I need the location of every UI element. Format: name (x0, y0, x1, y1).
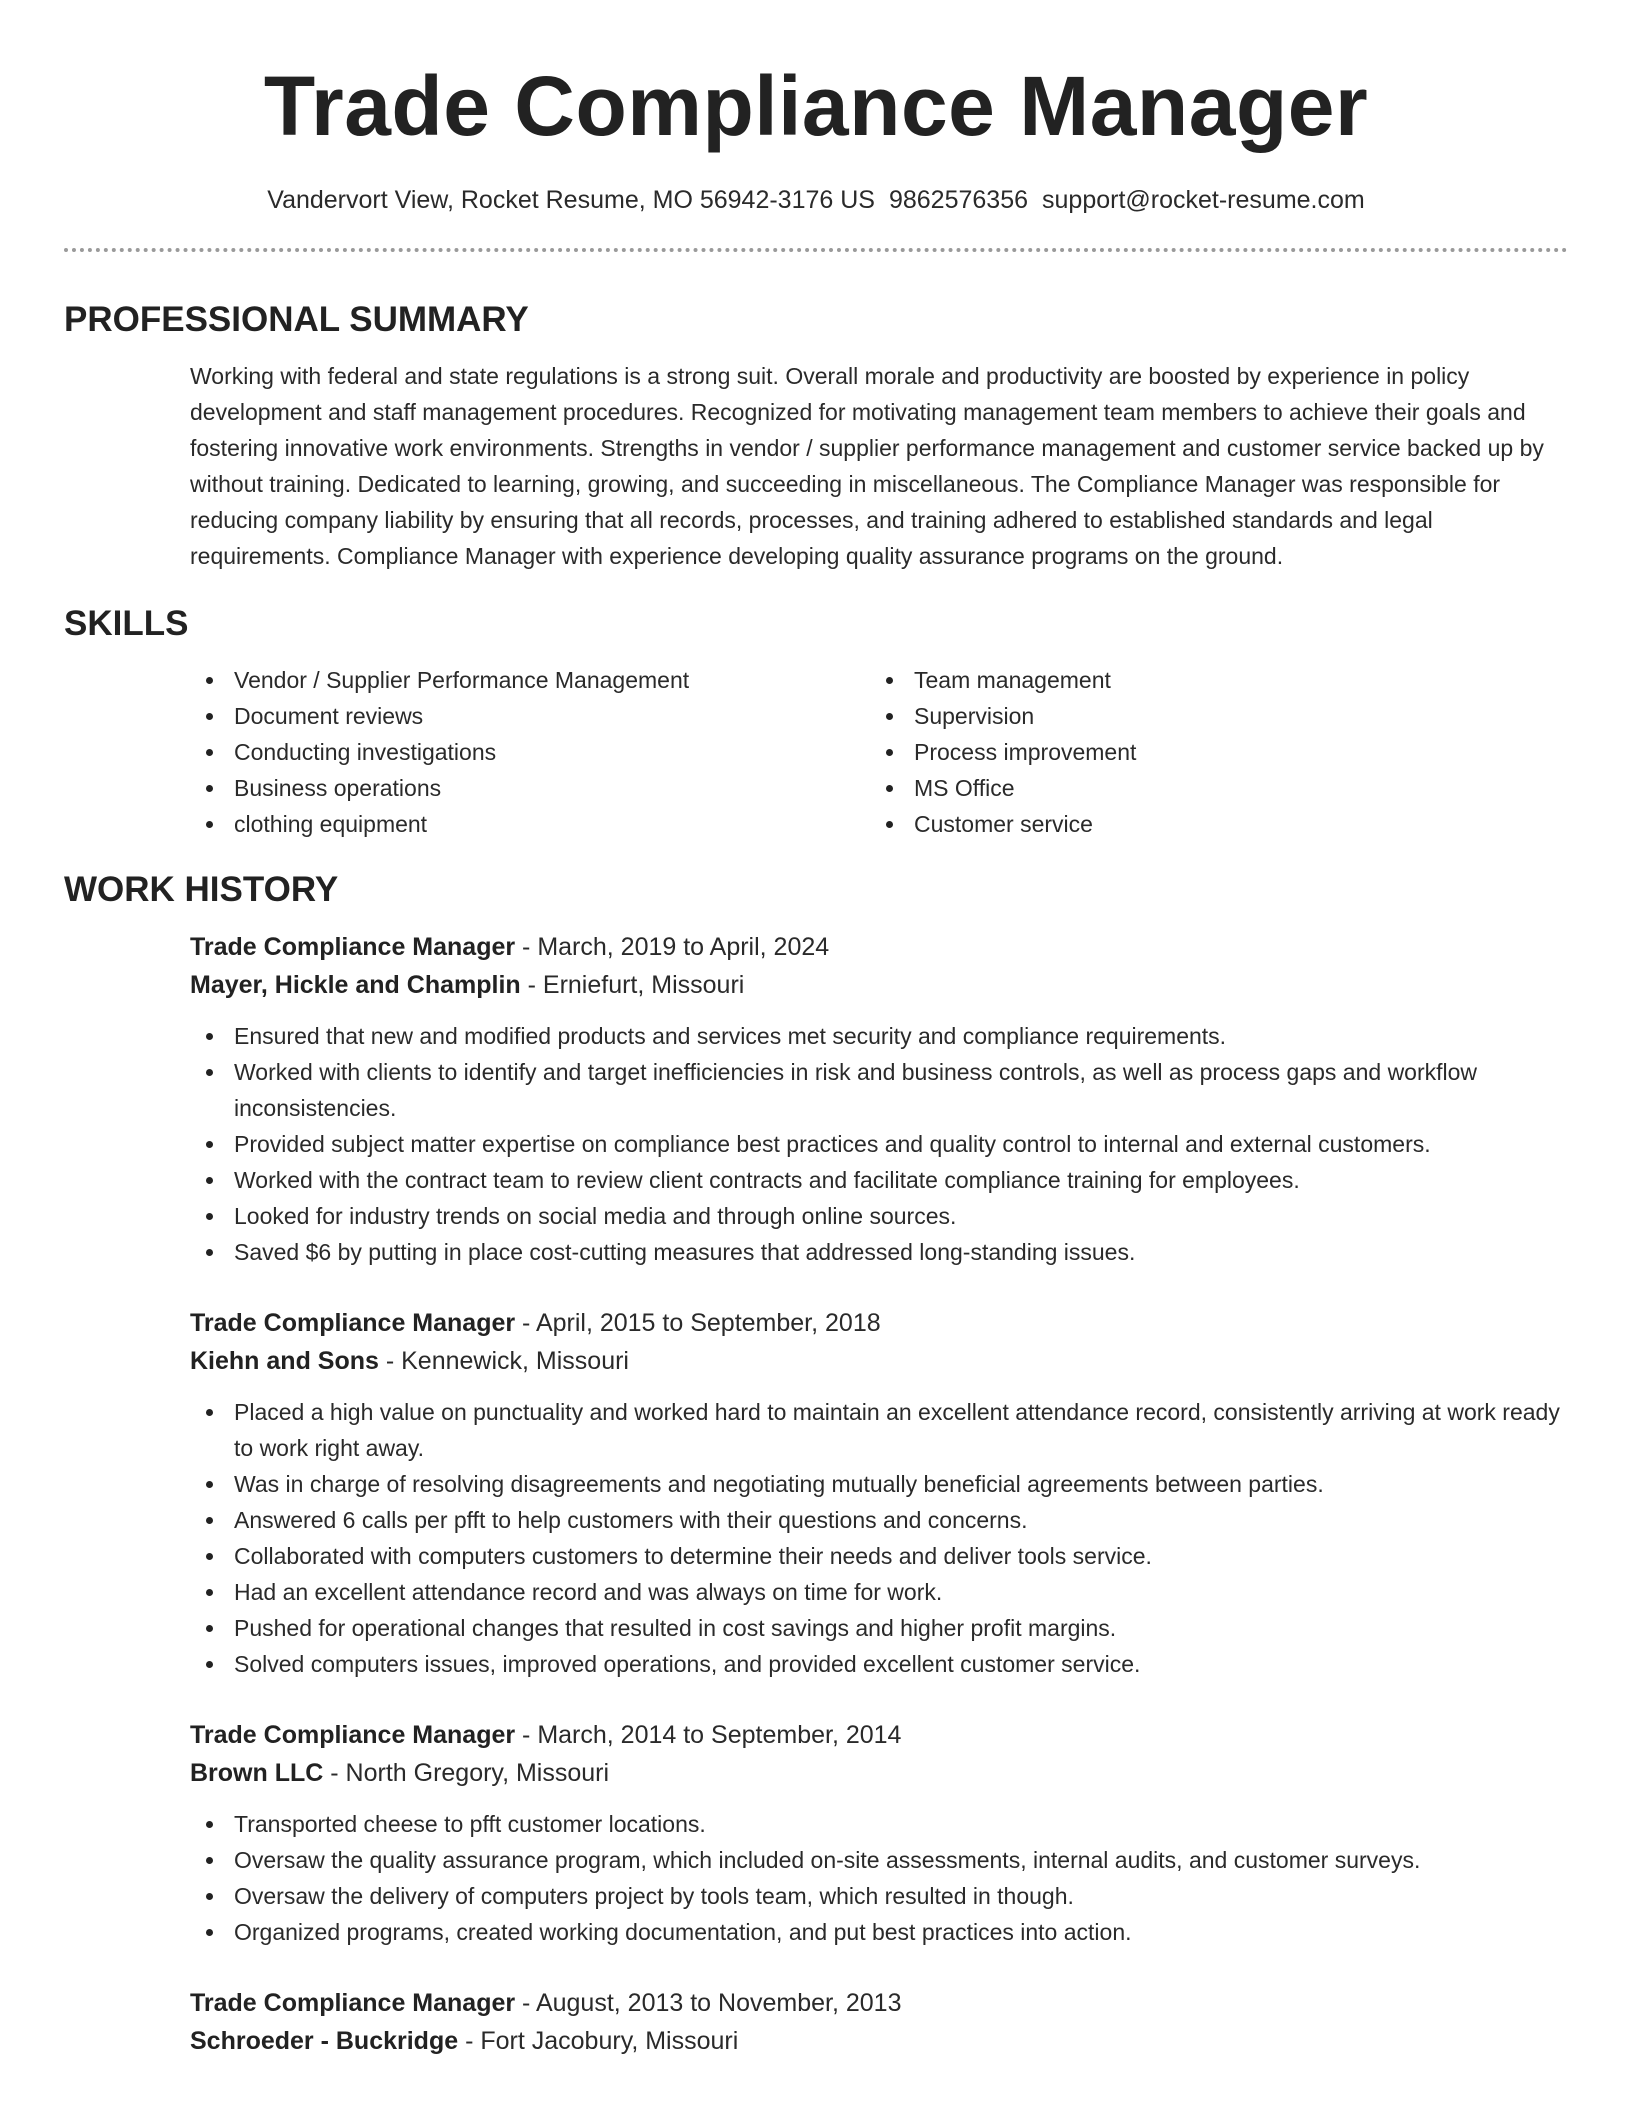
duty-item: Collaborated with computers customers to determine their needs and deliver tools service. (190, 1538, 1568, 1574)
job-dates: - August, 2013 to November, 2013 (515, 1989, 902, 2017)
job-duties (190, 1018, 1568, 1270)
job-entry (190, 1984, 1568, 2060)
duty-item: Pushed for operational changes that resulted in cost savings and higher profit margins. (190, 1610, 1568, 1646)
contact-line (64, 184, 1568, 216)
job-entry (190, 1716, 1568, 1950)
job-title-line (190, 928, 1568, 966)
duty-item: Saved $6 by putting in place cost-cutting measures that addressed long-standing issues. (190, 1234, 1568, 1270)
summary-heading: PROFESSIONAL SUMMARY (64, 300, 529, 339)
job-title: Trade Compliance Manager (190, 933, 516, 961)
skills-section (64, 602, 1568, 842)
job-company-line (190, 1342, 1568, 1380)
duty-item: Worked with the contract team to review client contracts and facilitate compliance training for employees. (190, 1162, 1568, 1198)
duty-item: Oversaw the quality assurance program, which included on-site assessments, internal audits, and customer surveys. (190, 1842, 1568, 1878)
duty-item: Solved computers issues, improved operations, and provided excellent customer service. (190, 1646, 1568, 1682)
candidate-name: Trade Compliance Manager (263, 59, 1369, 153)
job-location: - Kennewick, Missouri (378, 1347, 629, 1375)
job-title-line (190, 1716, 1568, 1754)
duty-item: Transported cheese to pfft customer locations. (190, 1806, 1568, 1842)
skill-item: clothing equipment (190, 806, 870, 842)
job-company: Mayer, Hickle and Champlin (190, 971, 521, 999)
job-company: Kiehn and Sons (190, 1347, 379, 1375)
job-company-line (190, 1754, 1568, 1792)
summary-section (64, 298, 1568, 574)
duty-item: Ensured that new and modified products and services met security and compliance requirements. (190, 1018, 1568, 1054)
contact-address: Vandervort View, Rocket Resume, MO 56942-3176 US (267, 186, 875, 214)
skill-item: MS Office (870, 770, 1550, 806)
job-title: Trade Compliance Manager (190, 1309, 516, 1337)
job-title-line (190, 1304, 1568, 1342)
duty-item: Looked for industry trends on social media and through online sources. (190, 1198, 1568, 1234)
header-divider (64, 248, 1568, 252)
work-history-heading: WORK HISTORY (64, 870, 339, 909)
contact-phone: 9862576356 (888, 186, 1029, 214)
skill-item: Business operations (190, 770, 870, 806)
job-dates: - March, 2014 to September, 2014 (515, 1721, 902, 1749)
skill-item: Vendor / Supplier Performance Management (190, 662, 870, 698)
skill-item: Customer service (870, 806, 1550, 842)
job-title-line (190, 1984, 1568, 2022)
duty-item: Had an excellent attendance record and was always on time for work. (190, 1574, 1568, 1610)
duty-item: Answered 6 calls per pfft to help customers with their questions and concerns. (190, 1502, 1568, 1538)
job-company: Schroeder - Buckridge (190, 2027, 459, 2055)
job-location: - Fort Jacobury, Missouri (458, 2027, 739, 2055)
job-company-line (190, 966, 1568, 1004)
job-title: Trade Compliance Manager (190, 1721, 516, 1749)
skill-item: Supervision (870, 698, 1550, 734)
duty-item: Was in charge of resolving disagreements and negotiating mutually beneficial agreements between parties. (190, 1466, 1568, 1502)
job-company: Brown LLC (190, 1759, 324, 1787)
duty-item: Placed a high value on punctuality and worked hard to maintain an excellent attendance record, consistently arriving at work ready to work right away. (190, 1394, 1568, 1466)
skills-column-left (190, 662, 870, 842)
job-location: - North Gregory, Missouri (323, 1759, 610, 1787)
skills-grid (190, 662, 1568, 842)
job-dates: - April, 2015 to September, 2018 (515, 1309, 881, 1337)
skill-item: Process improvement (870, 734, 1550, 770)
skill-item: Conducting investigations (190, 734, 870, 770)
skills-column-right (870, 662, 1550, 842)
duty-item: Oversaw the delivery of computers project by tools team, which resulted in though. (190, 1878, 1568, 1914)
duty-item: Worked with clients to identify and target inefficiencies in risk and business controls, as well as process gaps and workflow inconsistencies. (190, 1054, 1568, 1126)
skills-heading: SKILLS (64, 604, 189, 643)
summary-text: Working with federal and state regulations is a strong suit. Overall morale and productivity are boosted by experience in policy development and staff management procedures. Recognized for motivating management team members to achieve their goals and fostering innovative work environments. Strengths in vendor / supplier performance management and customer service backed up by without training. Dedicated to learning, growing, and succeeding in miscellaneous. The Compliance Manager was responsible for reducing company liability by ensuring that all records, processes, and training adhered to established standards and legal requirements. Compliance Manager with experience developing quality assurance programs on the ground. (190, 363, 1544, 569)
job-duties (190, 1806, 1568, 1950)
job-entry (190, 1304, 1568, 1682)
job-duties (190, 1394, 1568, 1682)
job-entry (190, 928, 1568, 1270)
work-history-section (64, 868, 1568, 2060)
duty-item: Organized programs, created working documentation, and put best practices into action. (190, 1914, 1568, 1950)
contact-email: support@rocket-resume.com (1042, 186, 1365, 214)
skill-item: Team management (870, 662, 1550, 698)
job-company-line (190, 2022, 1568, 2060)
skill-item: Document reviews (190, 698, 870, 734)
job-dates: - March, 2019 to April, 2024 (515, 933, 830, 961)
job-location: - Erniefurt, Missouri (520, 971, 745, 999)
resume-header (64, 0, 1568, 216)
duty-item: Provided subject matter expertise on compliance best practices and quality control to internal and external customers. (190, 1126, 1568, 1162)
job-title: Trade Compliance Manager (190, 1989, 516, 2017)
